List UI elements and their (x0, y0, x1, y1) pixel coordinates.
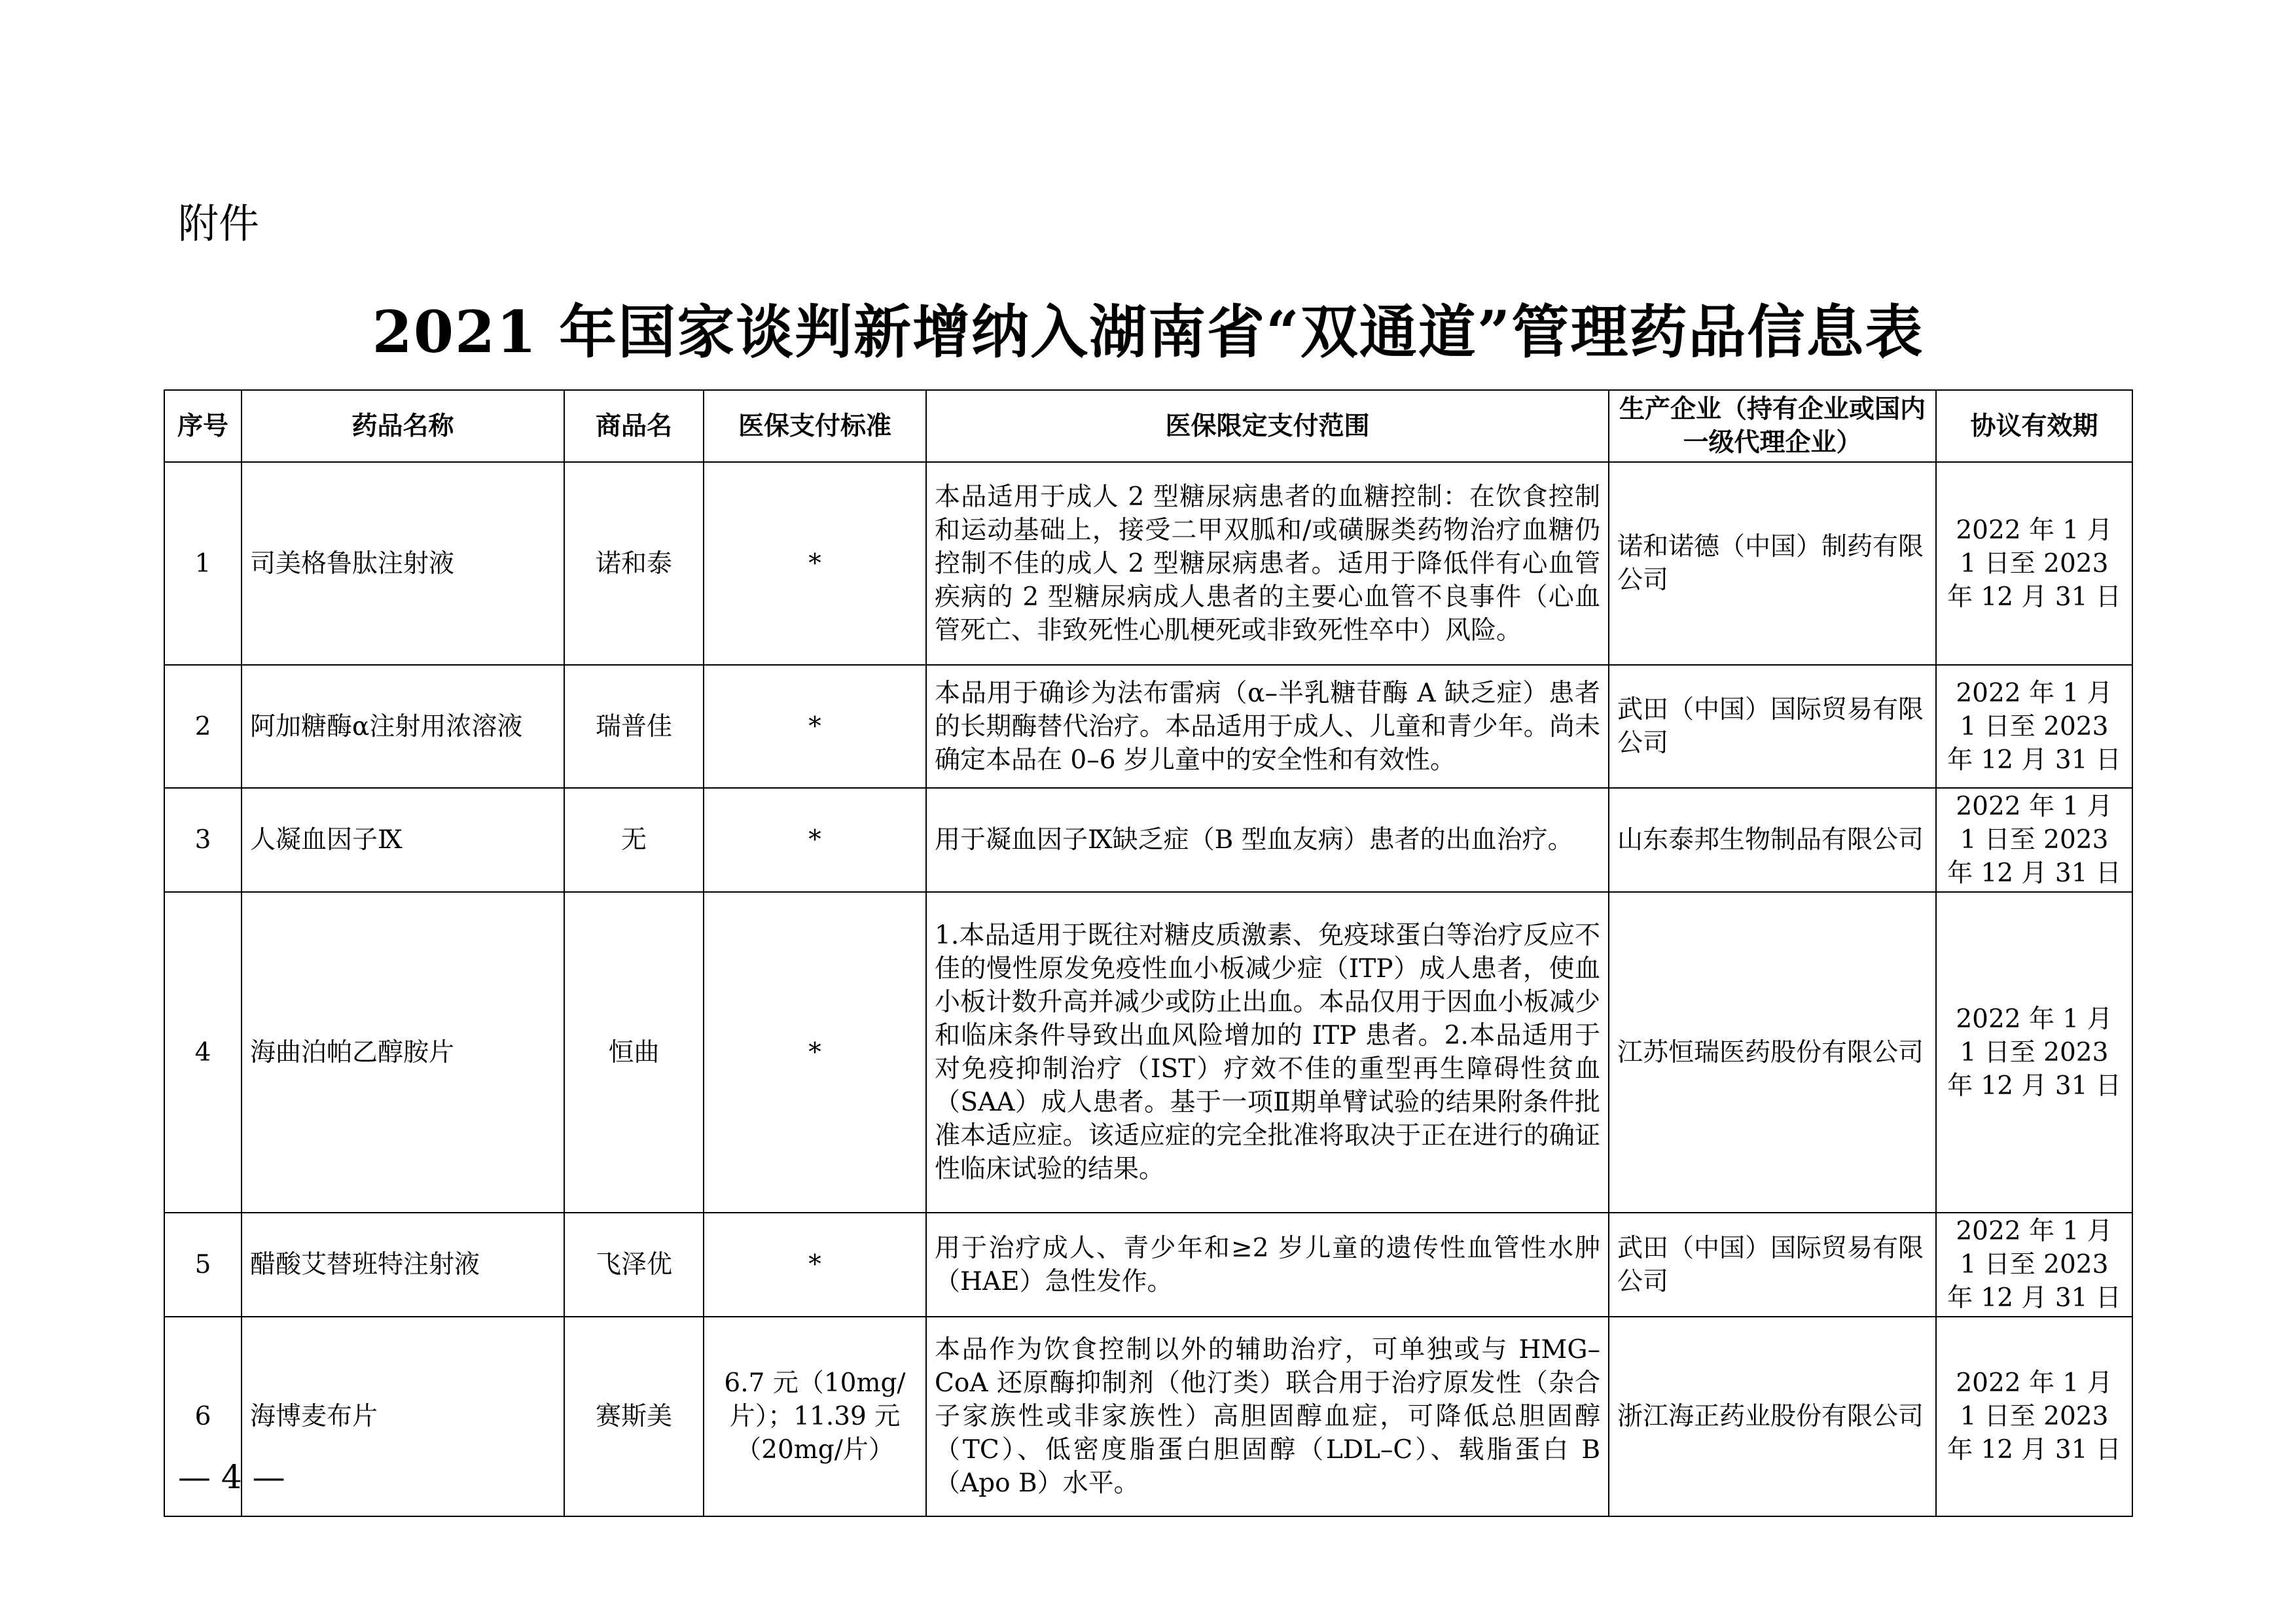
cell-manufacturer: 浙江海正药业股份有限公司 (1609, 1317, 1936, 1516)
cell-validity: 2022 年 1 月 1 日至 2023 年 12 月 31 日 (1936, 665, 2132, 788)
cell-validity: 2022 年 1 月 1 日至 2023 年 12 月 31 日 (1936, 788, 2132, 892)
cell-payment-scope: 用于治疗成人、青少年和≥2 岁儿童的遗传性血管性水肿（HAE）急性发作。 (926, 1213, 1609, 1317)
header-manufacturer: 生产企业（持有企业或国内一级代理企业） (1609, 390, 1936, 462)
cell-trade-name: 诺和泰 (564, 462, 704, 665)
header-drug-name: 药品名称 (242, 390, 564, 462)
cell-validity: 2022 年 1 月 1 日至 2023 年 12 月 31 日 (1936, 1213, 2132, 1317)
cell-payment-standard: * (704, 665, 926, 788)
cell-payment-standard: * (704, 892, 926, 1213)
cell-trade-name: 赛斯美 (564, 1317, 704, 1516)
cell-manufacturer: 山东泰邦生物制品有限公司 (1609, 788, 1936, 892)
attachment-label: 附件 (178, 200, 260, 247)
header-payment-scope: 医保限定支付范围 (926, 390, 1609, 462)
cell-no: 6 (164, 1317, 242, 1516)
cell-trade-name: 恒曲 (564, 892, 704, 1213)
cell-drug-name: 醋酸艾替班特注射液 (242, 1213, 564, 1317)
cell-payment-scope: 本品适用于成人 2 型糖尿病患者的血糖控制：在饮食控制和运动基础上，接受二甲双胍和/或磺脲类药物治疗血糖仍控制不佳的成人 2 型糖尿病患者。适用于降低伴有心血管疾病的 2 型糖尿病成人患者的主要心血管不良事件（心血管死亡、非致死性心肌梗死或非致死性卒中）风险。 (926, 462, 1609, 665)
cell-trade-name: 瑞普佳 (564, 665, 704, 788)
cell-validity: 2022 年 1 月 1 日至 2023 年 12 月 31 日 (1936, 1317, 2132, 1516)
cell-manufacturer: 江苏恒瑞医药股份有限公司 (1609, 892, 1936, 1213)
cell-drug-name: 阿加糖酶α注射用浓溶液 (242, 665, 564, 788)
document-title: 2021 年国家谈判新增纳入湖南省“双通道”管理药品信息表 (372, 298, 1924, 366)
table-row (164, 462, 2132, 665)
cell-trade-name: 飞泽优 (564, 1213, 704, 1317)
cell-no: 2 (164, 665, 242, 788)
table-row (164, 788, 2132, 892)
cell-payment-scope: 本品用于确诊为法布雷病（α–半乳糖苷酶 A 缺乏症）患者的长期酶替代治疗。本品适用于成人、儿童和青少年。尚未确定本品在 0–6 岁儿童中的安全性和有效性。 (926, 665, 1609, 788)
cell-drug-name: 海曲泊帕乙醇胺片 (242, 892, 564, 1213)
table-row (164, 1317, 2132, 1516)
cell-validity: 2022 年 1 月 1 日至 2023 年 12 月 31 日 (1936, 462, 2132, 665)
cell-trade-name: 无 (564, 788, 704, 892)
cell-drug-name: 人凝血因子Ⅸ (242, 788, 564, 892)
cell-payment-scope: 1.本品适用于既往对糖皮质激素、免疫球蛋白等治疗反应不佳的慢性原发免疫性血小板减少症（ITP）成人患者，使血小板计数升高并减少或防止出血。本品仅用于因血小板减少和临床条件导致出血风险增加的 ITP 患者。2.本品适用于对免疫抑制治疗（IST）疗效不佳的重型再生障碍性贫血（SAA）成人患者。基于一项Ⅱ期单臂试验的结果附条件批准本适应症。该适应症的完全批准将取决于正在进行的确证性临床试验的结果。 (926, 892, 1609, 1213)
header-payment-standard: 医保支付标准 (704, 390, 926, 462)
table-row (164, 892, 2132, 1213)
cell-no: 5 (164, 1213, 242, 1317)
page-number: — 4 — (178, 1458, 285, 1496)
table-row (164, 665, 2132, 788)
cell-no: 1 (164, 462, 242, 665)
cell-payment-standard: 6.7 元（10mg/片）；11.39 元（20mg/片） (704, 1317, 926, 1516)
cell-payment-scope: 本品作为饮食控制以外的辅助治疗，可单独或与 HMG–CoA 还原酶抑制剂（他汀类）联合用于治疗原发性（杂合子家族性或非家族性）高胆固醇血症，可降低总胆固醇（TC）、低密度脂蛋白胆固醇（LDL–C）、载脂蛋白 B（Apo B）水平。 (926, 1317, 1609, 1516)
cell-payment-standard: * (704, 788, 926, 892)
header-validity: 协议有效期 (1936, 390, 2132, 462)
cell-validity: 2022 年 1 月 1 日至 2023 年 12 月 31 日 (1936, 892, 2132, 1213)
header-trade-name: 商品名 (564, 390, 704, 462)
cell-payment-scope: 用于凝血因子Ⅸ缺乏症（B 型血友病）患者的出血治疗。 (926, 788, 1609, 892)
cell-manufacturer: 诺和诺德（中国）制药有限公司 (1609, 462, 1936, 665)
table-header-row (164, 390, 2132, 462)
cell-drug-name: 司美格鲁肽注射液 (242, 462, 564, 665)
header-no: 序号 (164, 390, 242, 462)
cell-manufacturer: 武田（中国）国际贸易有限公司 (1609, 665, 1936, 788)
drug-info-table (164, 389, 2133, 1517)
cell-no: 4 (164, 892, 242, 1213)
cell-drug-name: 海博麦布片 (242, 1317, 564, 1516)
cell-no: 3 (164, 788, 242, 892)
cell-payment-standard: * (704, 462, 926, 665)
table-row (164, 1213, 2132, 1317)
cell-payment-standard: * (704, 1213, 926, 1317)
cell-manufacturer: 武田（中国）国际贸易有限公司 (1609, 1213, 1936, 1317)
